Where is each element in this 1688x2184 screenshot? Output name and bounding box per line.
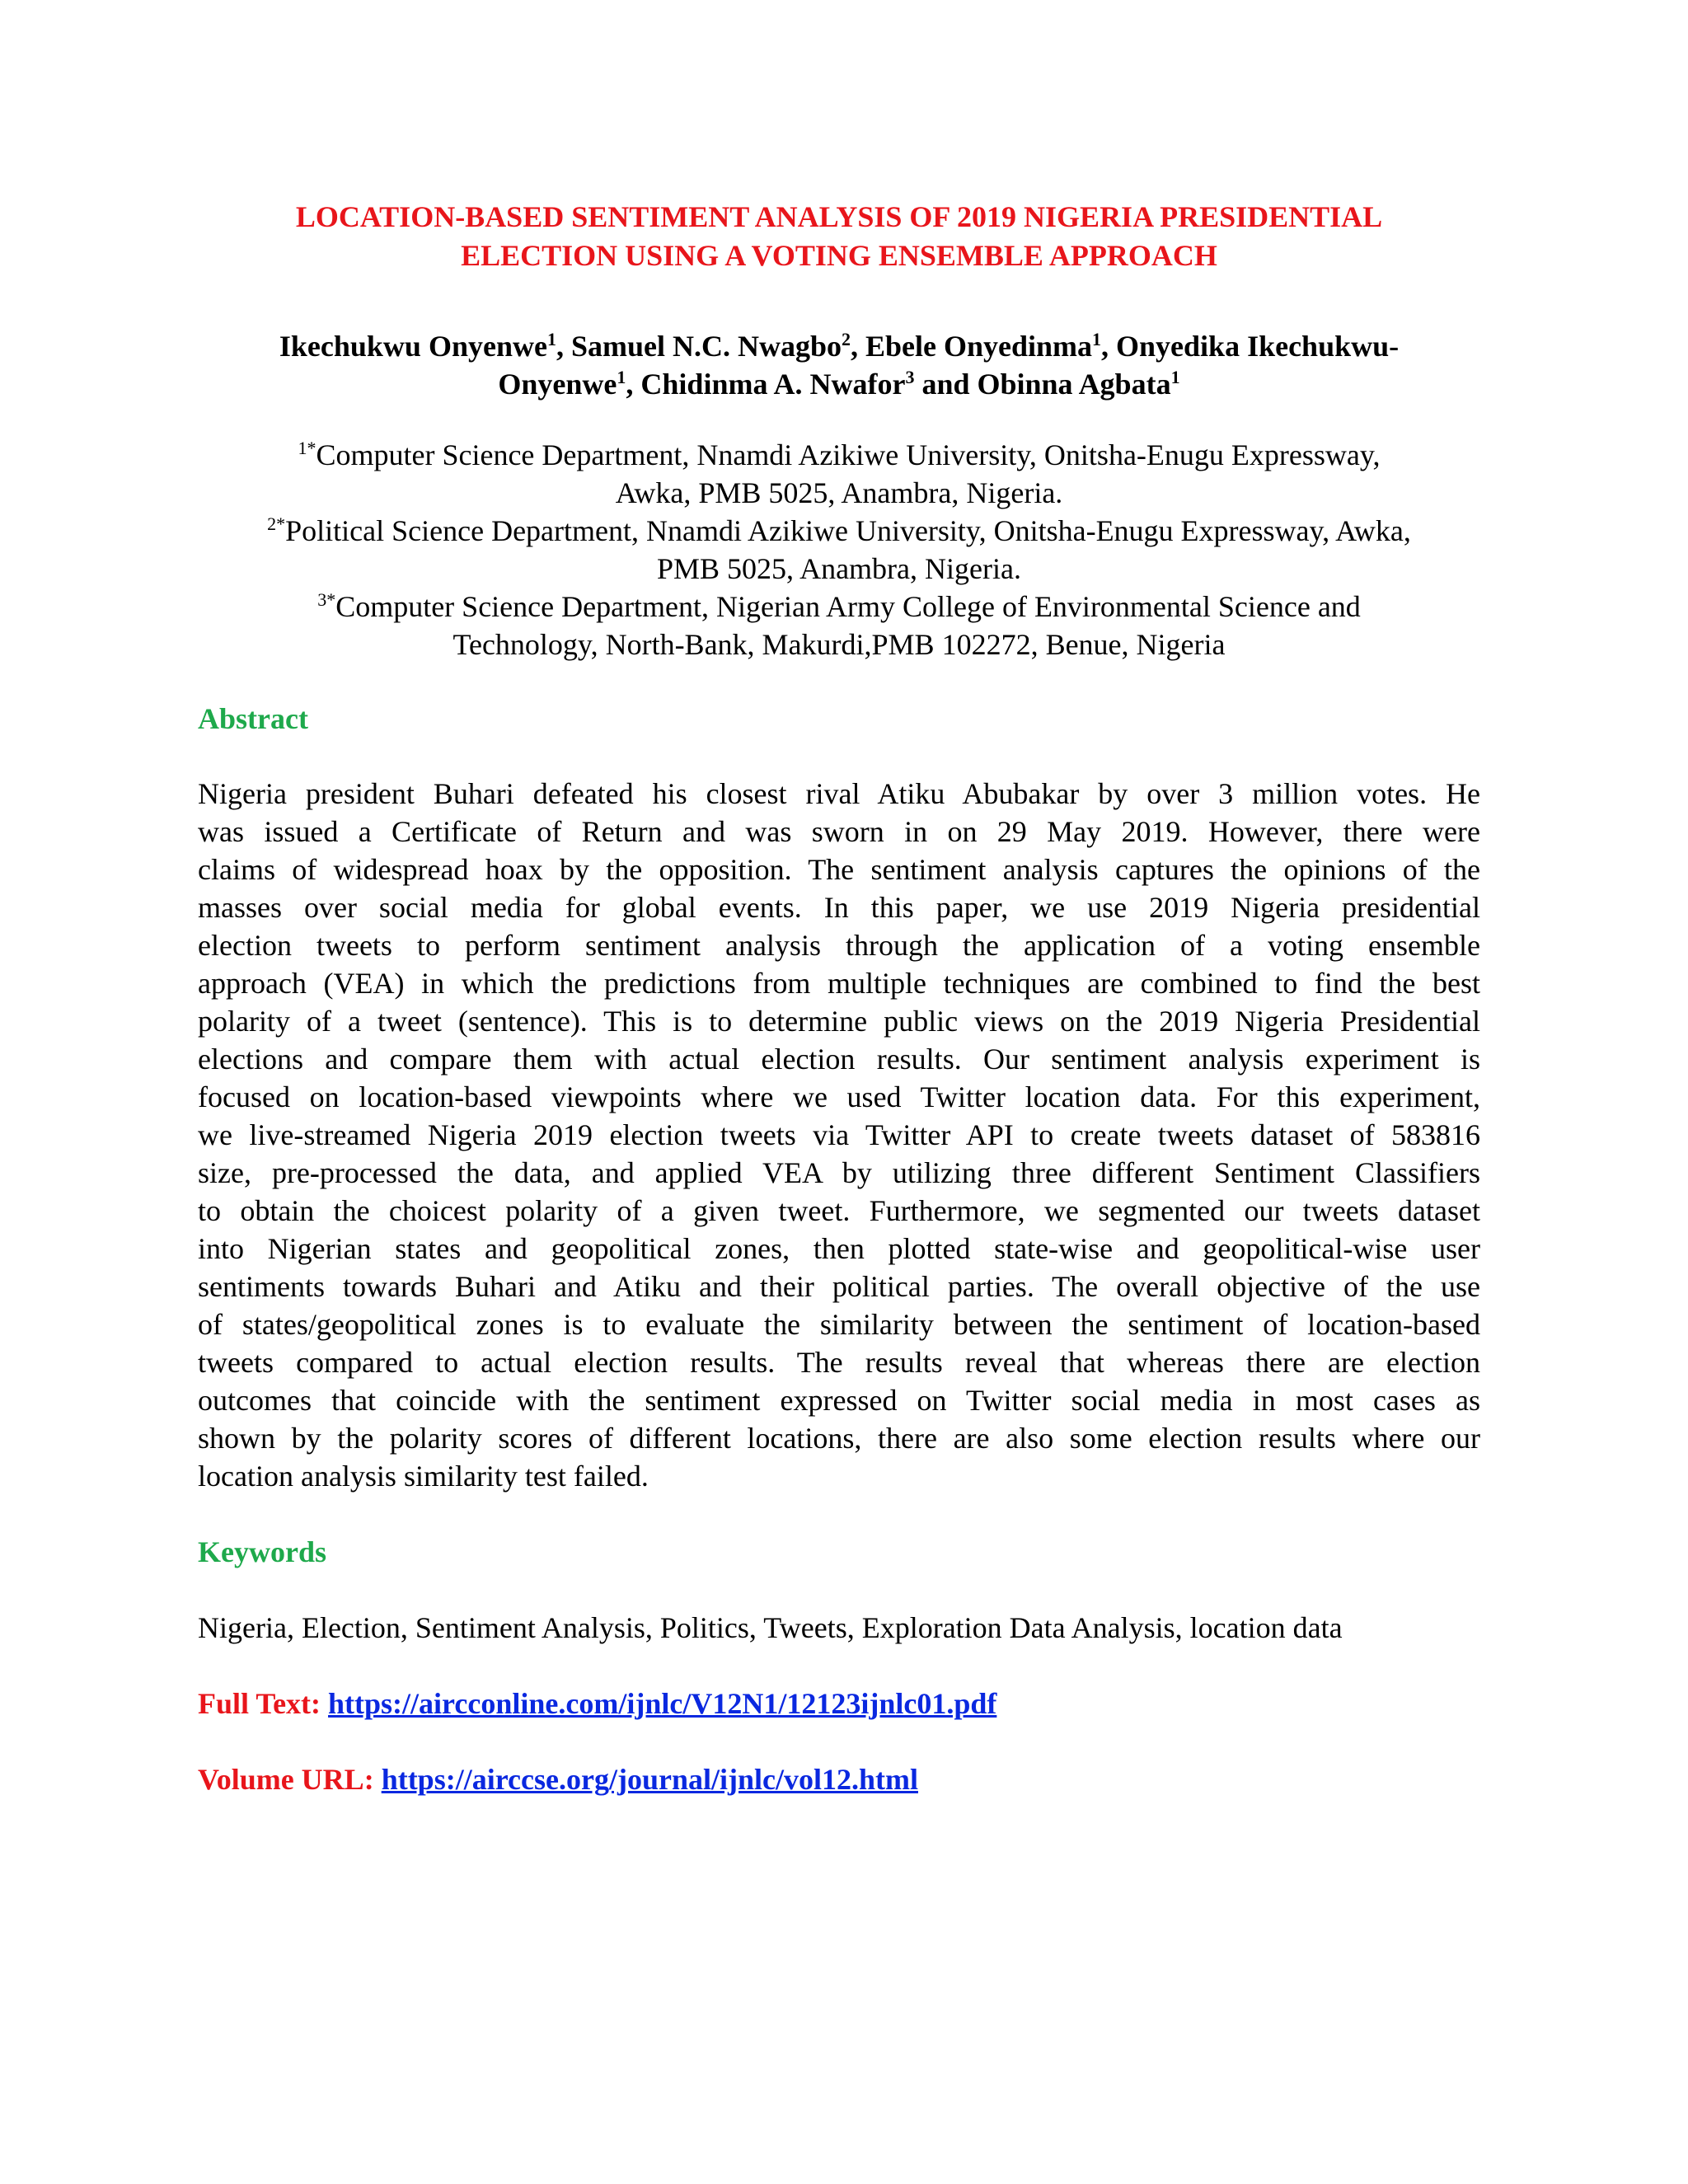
- author-affiliation-mark: 2: [841, 329, 851, 349]
- author-affiliation-mark: 3: [905, 367, 915, 387]
- affiliation-text: Computer Science Department, Nigerian Army College of Environmental Science and: [335, 590, 1361, 623]
- abstract-line: claims of widespread hoax by the opposition. The sentiment analysis captures the opinions of the: [198, 853, 1480, 886]
- volume-url-link[interactable]: https://airccse.org/journal/ijnlc/vol12.html: [381, 1763, 918, 1796]
- abstract-line: tweets compared to actual election results. The results reveal that whereas there are election: [198, 1346, 1480, 1379]
- affiliation-line: [198, 436, 1480, 474]
- affiliation-text: Political Science Department, Nnamdi Azikiwe University, Onitsha-Enugu Expressway, Awka,: [285, 514, 1411, 547]
- abstract-line: polarity of a tweet (sentence). This is to determine public views on the 2019 Nigeria Presidential: [198, 1005, 1480, 1038]
- author-name: and Obinna Agbata: [914, 368, 1171, 401]
- affiliation-line: PMB 5025, Anambra, Nigeria.: [657, 552, 1021, 585]
- full-text-link[interactable]: https://aircconline.com/ijnlc/V12N1/12123ijnlc01.pdf: [328, 1687, 997, 1720]
- affiliation-text: Computer Science Department, Nnamdi Azikiwe University, Onitsha-Enugu Expressway,: [316, 438, 1381, 471]
- paper-title: [198, 198, 1480, 275]
- abstract-line: into Nigerian states and geopolitical zones, then plotted state-wise and geopolitical-wise user: [198, 1232, 1480, 1265]
- author-name: Onyenwe: [498, 368, 617, 401]
- abstract-line: outcomes that coincide with the sentiment expressed on Twitter social media in most cases as: [198, 1384, 1480, 1417]
- abstract-line: Nigeria president Buhari defeated his closest rival Atiku Abubakar by over 3 million votes. He: [198, 777, 1480, 810]
- abstract-line: location analysis similarity test failed.: [198, 1460, 649, 1493]
- keywords-text: Nigeria, Election, Sentiment Analysis, Politics, Tweets, Exploration Data Analysis, location data: [198, 1611, 1343, 1644]
- abstract-line: to obtain the choicest polarity of a given tweet. Furthermore, we segmented our tweets dataset: [198, 1194, 1480, 1227]
- abstract-line: size, pre-processed the data, and applied VEA by utilizing three different Sentiment Classifiers: [198, 1156, 1480, 1189]
- affiliation-mark: 1*: [298, 438, 316, 458]
- abstract-body: [198, 775, 1480, 1495]
- volume-url-line: [198, 1760, 1480, 1798]
- affiliation-line: Awka, PMB 5025, Anambra, Nigeria.: [615, 476, 1063, 509]
- full-text-line: [198, 1685, 1480, 1722]
- author-affiliation-mark: 1: [1092, 329, 1102, 349]
- affiliation-mark: 3*: [317, 589, 336, 610]
- full-text-label: Full Text:: [198, 1687, 321, 1720]
- affiliation-list: [198, 436, 1480, 663]
- abstract-line: masses over social media for global events. In this paper, we use 2019 Nigeria presidential: [198, 891, 1480, 924]
- affiliation-2: [198, 512, 1480, 588]
- author-name: , Chidinma A. Nwafor: [626, 368, 906, 401]
- affiliation-1: [198, 436, 1480, 512]
- affiliation-line: [198, 588, 1480, 626]
- abstract-line: was issued a Certificate of Return and was sworn in on 29 May 2019. However, there were: [198, 815, 1480, 848]
- paper-title-line-2: ELECTION USING A VOTING ENSEMBLE APPROACH: [461, 239, 1217, 272]
- paper-title-line-1: LOCATION-BASED SENTIMENT ANALYSIS OF 2019 NIGERIA PRESIDENTIAL: [295, 200, 1383, 233]
- abstract-line: approach (VEA) in which the predictions from multiple techniques are combined to find the best: [198, 967, 1480, 1000]
- abstract-line: election tweets to perform sentiment analysis through the application of a voting ensemble: [198, 929, 1480, 962]
- abstract-line: shown by the polarity scores of different locations, there are also some election results where our: [198, 1422, 1480, 1455]
- affiliation-line: Technology, North-Bank, Makurdi,PMB 102272, Benue, Nigeria: [452, 628, 1226, 661]
- author-name: , Onyedika Ikechukwu-: [1101, 330, 1400, 363]
- author-affiliation-mark: 1: [1170, 367, 1180, 387]
- abstract-line: sentiments towards Buhari and Atiku and their political parties. The overall objective of the use: [198, 1270, 1480, 1303]
- keywords-heading: Keywords: [198, 1535, 326, 1568]
- author-line-1: [198, 327, 1480, 365]
- abstract-line: we live-streamed Nigeria 2019 election tweets via Twitter API to create tweets dataset of 583816: [198, 1118, 1480, 1151]
- author-affiliation-mark: 1: [546, 329, 556, 349]
- author-name: , Ebele Onyedinma: [850, 330, 1093, 363]
- affiliation-line: [198, 512, 1480, 550]
- affiliation-mark: 2*: [267, 513, 286, 534]
- abstract-heading: Abstract: [198, 702, 308, 735]
- paper-page: [198, 198, 1480, 1798]
- abstract-line: elections and compare them with actual election results. Our sentiment analysis experiment is: [198, 1043, 1480, 1076]
- author-affiliation-mark: 1: [617, 367, 626, 387]
- author-line-2: [198, 365, 1480, 403]
- author-list: [198, 327, 1480, 403]
- affiliation-3: [198, 588, 1480, 663]
- author-name: , Samuel N.C. Nwagbo: [556, 330, 842, 363]
- abstract-line: focused on location-based viewpoints where we used Twitter location data. For this experiment,: [198, 1080, 1480, 1113]
- abstract-line: of states/geopolitical zones is to evaluate the similarity between the sentiment of location-based: [198, 1308, 1480, 1341]
- author-name: Ikechukwu Onyenwe: [279, 330, 547, 363]
- volume-url-label: Volume URL:: [198, 1763, 374, 1796]
